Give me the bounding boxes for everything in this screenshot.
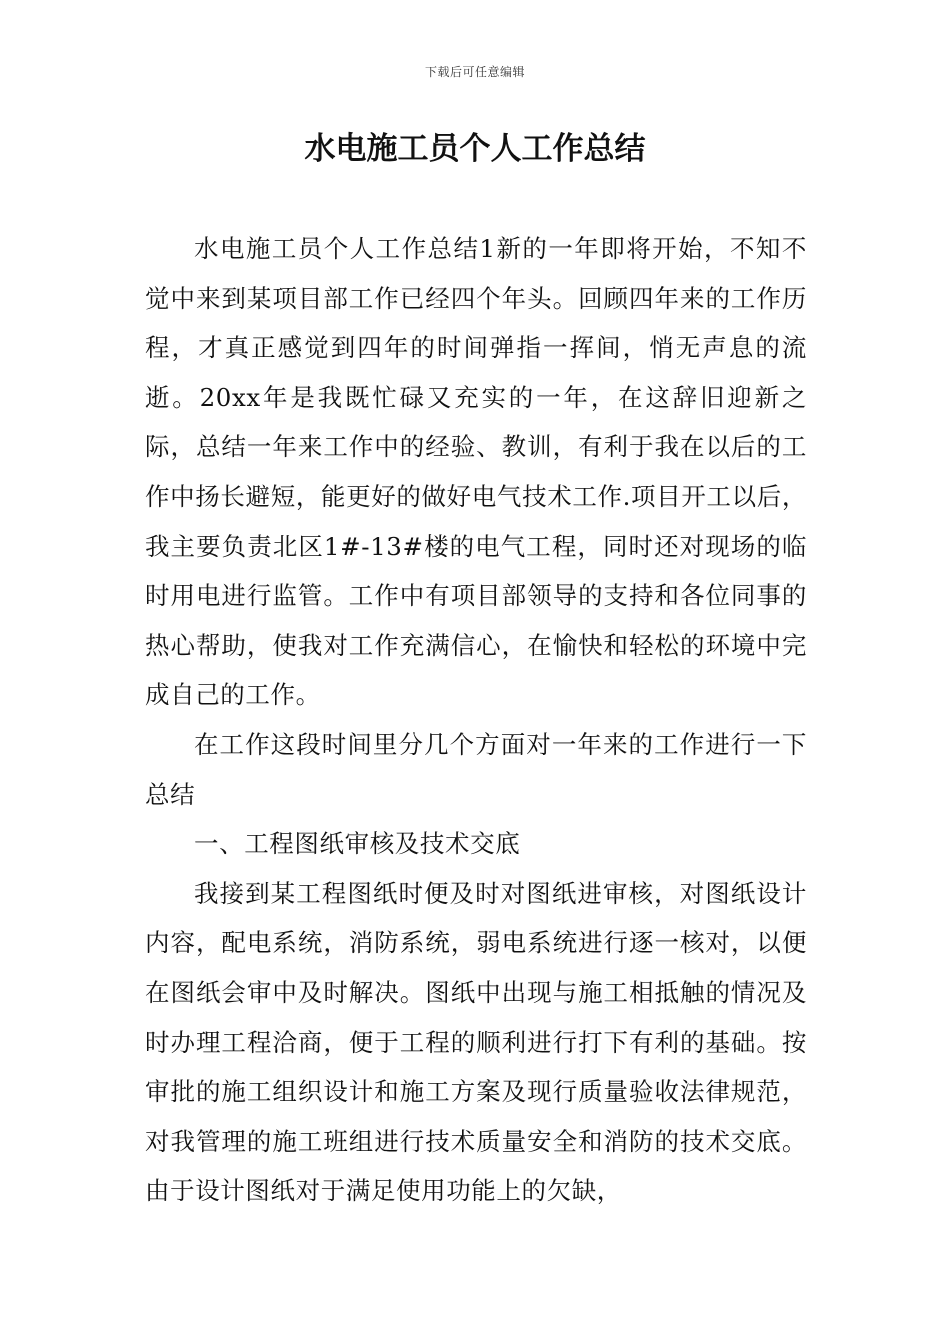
document-title: 水电施工员个人工作总结 xyxy=(304,131,646,167)
header-note: 下载后可任意编辑 xyxy=(424,65,525,79)
paragraph-drawing-review: 我接到某工程图纸时便及时对图纸进审核，对图纸设计内容，配电系统，消防系统，弱电系统进行逐一核对，以便在图纸会审中及时解决。图纸中出现与施工相抵触的情况及时办理工程洽商，便于工程的顺利进行打下有利的基础。按审批的施工组织设计和施工方案及现行质量验收法律规范，对我管理的施工班组进行技术质量安全和消防的技术交底。由于设计图纸对于满足使用功能上的欠缺， xyxy=(145,878,807,1206)
paragraph-overview: 在工作这段时间里分几个方面对一年来的工作进行一下总结 xyxy=(145,729,807,809)
paragraph-intro: 水电施工员个人工作总结1新的一年即将开始，不知不觉中来到某项目部工作已经四个年头。回顾四年来的工作历程，才真正感觉到四年的时间弹指一挥间，悄无声息的流逝。20xx年是我既忙碌又充实的一年，在这辞旧迎新之际，总结一年来工作中的经验、教训，有利于我在以后的工作中扬长避短，能更好的做好电气技术工作.项目开工以后，我主要负责北区1#-13#楼的电气工程，同时还对现场的临时用电进行监管。工作中有项目部领导的支持和各位同事的热心帮助，使我对工作充满信心，在愉快和轻松的环境中完成自己的工作。 xyxy=(145,234,807,710)
document-body xyxy=(145,224,807,1216)
section-heading-drawing-review: 一、工程图纸审核及技术交底 xyxy=(194,829,521,859)
